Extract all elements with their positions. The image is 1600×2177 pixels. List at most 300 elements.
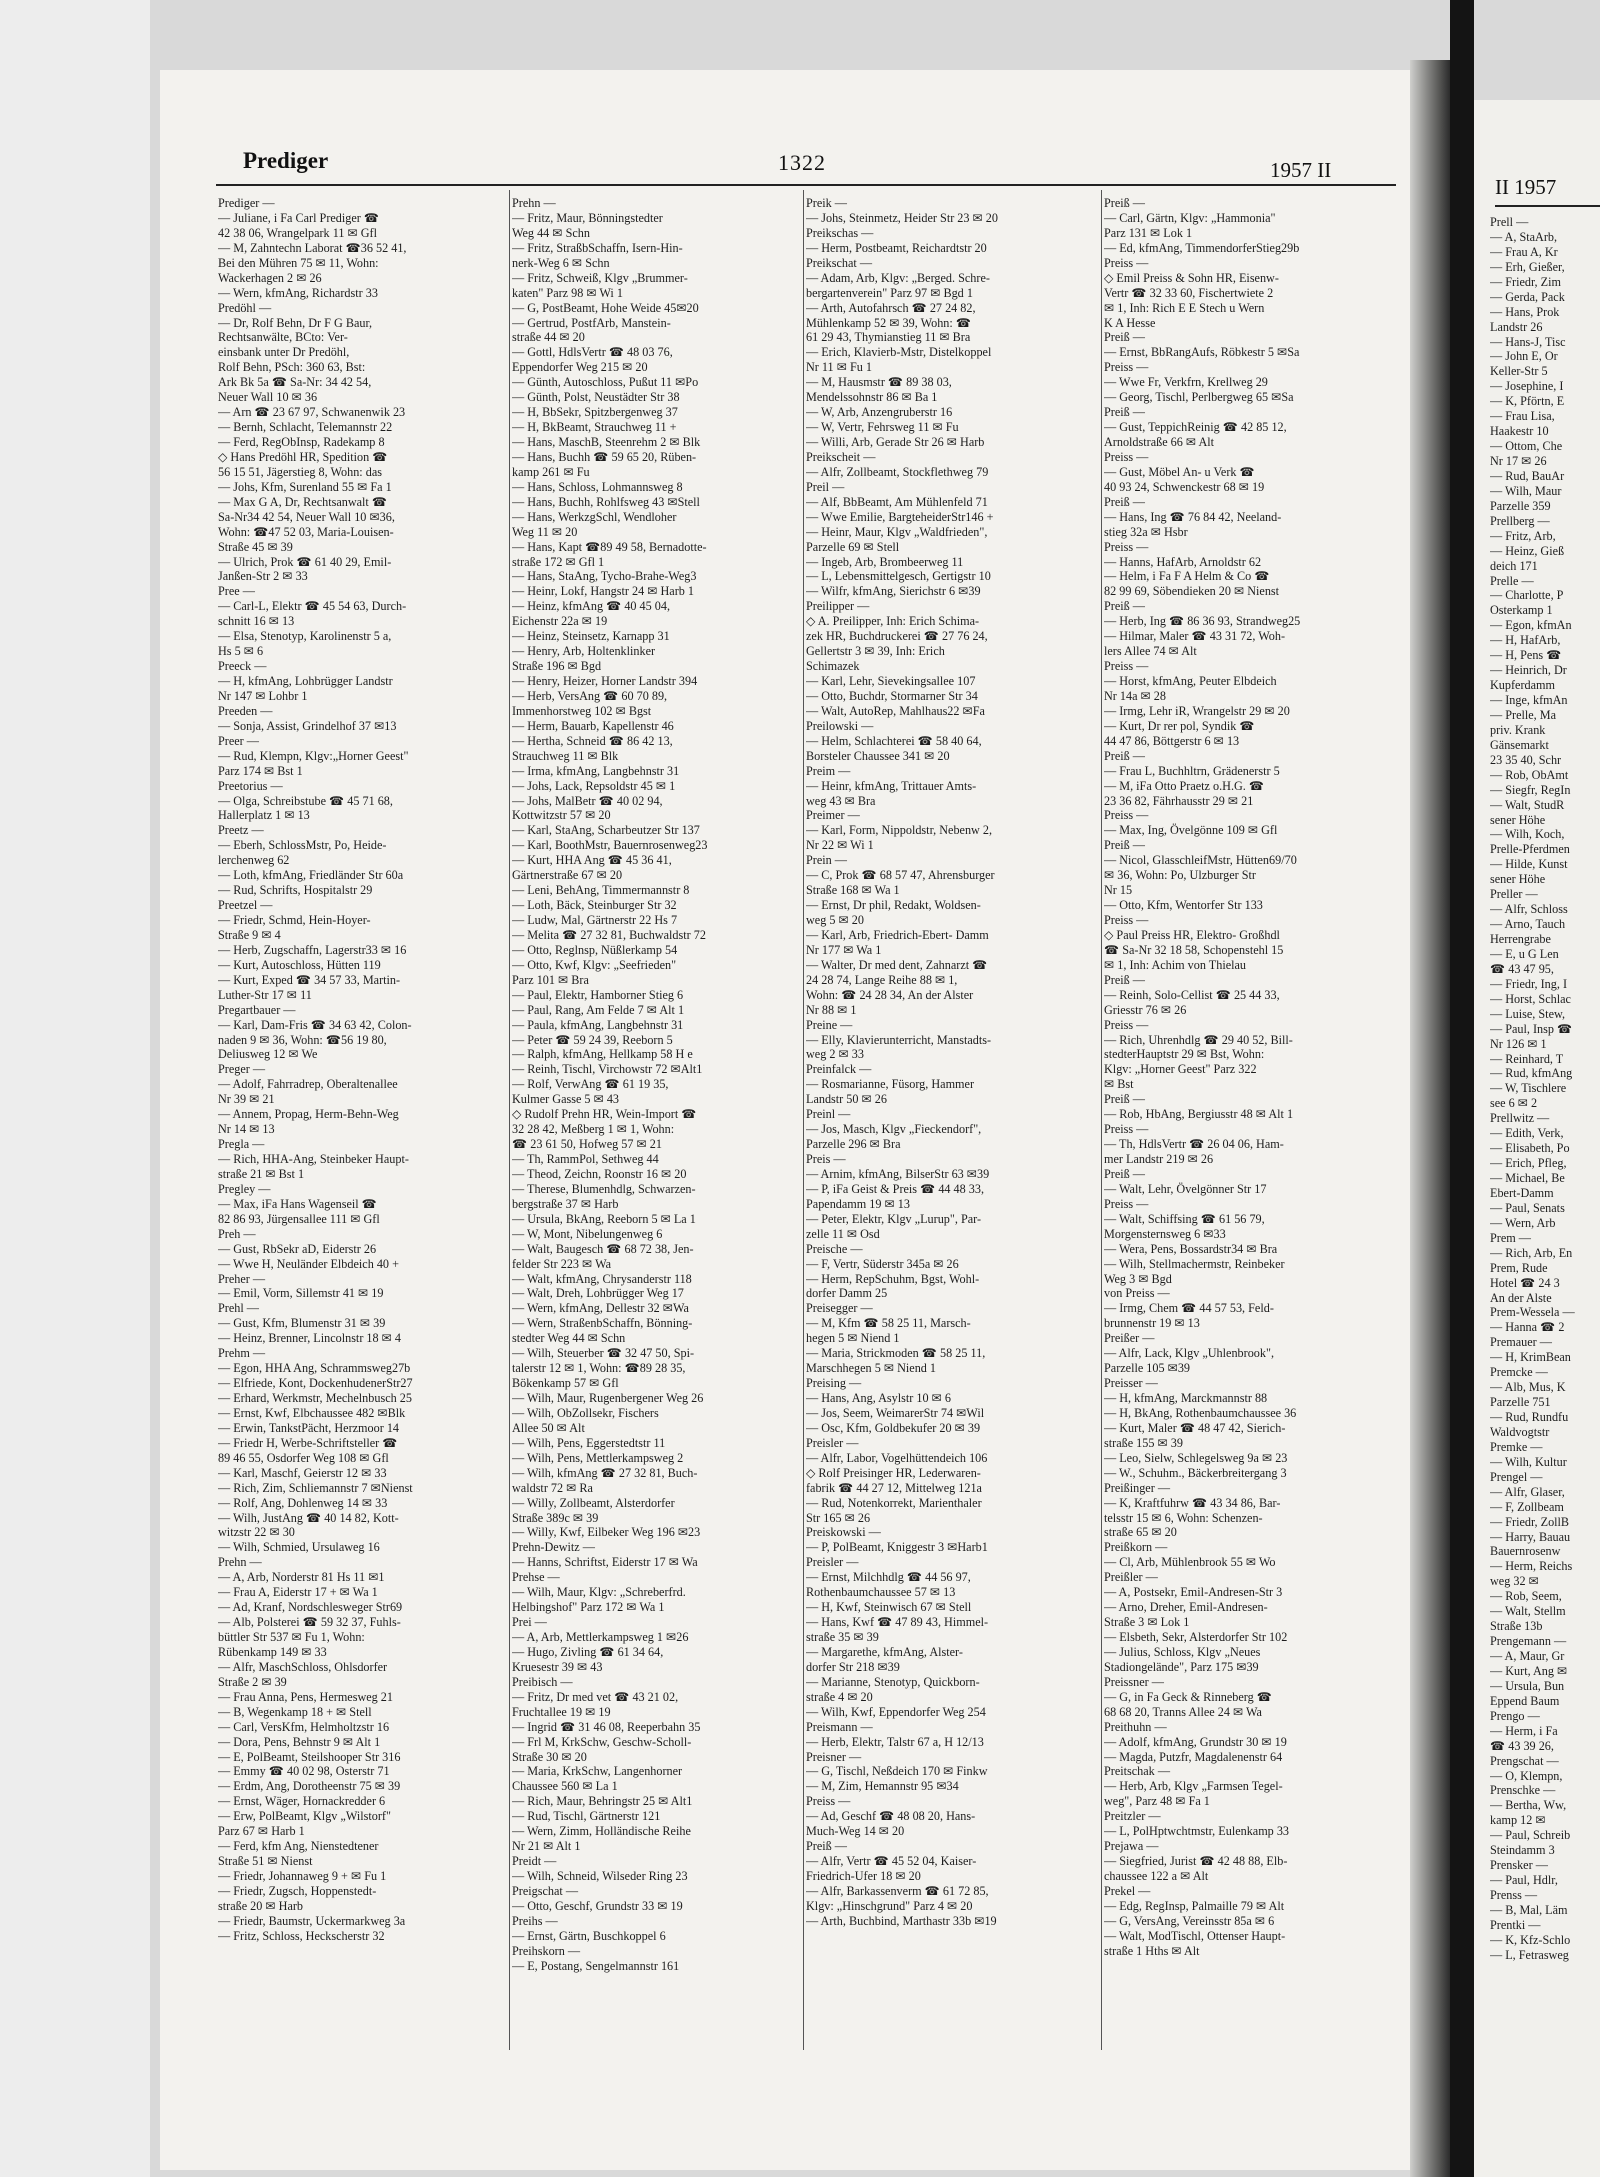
directory-entry-line: bergstraße 37 ✉ Harb	[512, 1196, 619, 1211]
directory-entry-line: 42 38 06, Wrangelpark 11 ✉ Gfl	[218, 225, 377, 240]
directory-entry-line: — Karl, StaAng, Scharbeutzer Str 137	[512, 823, 700, 838]
directory-entry-line: Preißler —	[1104, 1570, 1158, 1585]
directory-entry-line: Straße 196 ✉ Bgd	[512, 659, 602, 674]
directory-entry-line: — Magda, Putzfr, Magdalenenstr 64	[1104, 1749, 1283, 1764]
directory-entry-line: — Ed, kfmAng, TimmendorferStieg29b	[1104, 240, 1300, 255]
directory-entry-line: — Walt, ModTischl, Ottenser Haupt-	[1104, 1928, 1286, 1943]
directory-entry-line: — Wwe Fr, Verkfrn, Krellweg 29	[1104, 375, 1268, 390]
facing-entry-line: — Erich, Pfleg,	[1490, 1156, 1567, 1171]
directory-entry-line: — Hans, Buchh ☎ 59 65 20, Rüben-	[512, 449, 697, 464]
directory-entry-line: waldstr 72 ✉ Ra	[512, 1480, 593, 1495]
directory-entry-line: Parzelle 296 ✉ Bra	[806, 1137, 901, 1152]
directory-entry-line: hegen 5 ✉ Niend 1	[806, 1331, 900, 1346]
directory-entry-line: Morgensternsweg 6 ✉33	[1104, 1226, 1226, 1241]
directory-entry-line: — Alfr, Labor, Vogelhüttendeich 106	[806, 1450, 988, 1465]
facing-entry-line: — Friedr, ZollB	[1490, 1514, 1570, 1529]
facing-page-header: II 1957	[1495, 175, 1557, 199]
directory-entry-line: Pree —	[218, 584, 255, 599]
directory-entry-line: — Wern, Zimm, Holländische Reihe	[512, 1824, 691, 1839]
directory-entry-line: — Erich, Klavierb-Mstr, Distelkoppel	[806, 345, 992, 360]
directory-entry-line: Preitschak —	[1104, 1764, 1171, 1779]
directory-entry-line: — A, Arb, Mettlerkampsweg 1 ✉26	[512, 1630, 689, 1644]
facing-entry-line: Prellberg —	[1490, 513, 1550, 528]
facing-entry-line: 23 35 40, Schr	[1490, 752, 1562, 767]
directory-entry-line: — Walt, AutoRep, Mahlhaus22 ✉Fa	[806, 703, 985, 718]
directory-entry-line: — Wilh, Schmied, Ursulaweg 16	[218, 1540, 380, 1555]
facing-entry-line: — Wilh, Maur	[1490, 483, 1562, 498]
directory-entry-line: Stadiongelände", Parz 175 ✉39	[1104, 1659, 1259, 1674]
directory-entry-line: — Gust, Kfm, Blumenstr 31 ✉ 39	[218, 1316, 386, 1331]
directory-entry-line: Preil —	[806, 479, 845, 494]
directory-entry-line: — Arno, Dreher, Emil-Andresen-	[1104, 1600, 1268, 1615]
facing-entry-line: — H, HafArb,	[1490, 633, 1561, 648]
directory-entry-line: — G, PostBeamt, Hohe Weide 45✉20	[512, 300, 699, 315]
directory-entry-line: ◇ Emil Preiss & Sohn HR, Eisenw-	[1104, 270, 1279, 285]
facing-entry-line: Prellwitz —	[1490, 1111, 1550, 1126]
facing-entry-line: Prengemann —	[1490, 1634, 1567, 1649]
directory-entry-line: — Walt, Lehr, Övelgönner Str 17	[1104, 1181, 1267, 1196]
directory-entry-line: Preh —	[218, 1226, 256, 1241]
facing-entry-line: — Charlotte, P	[1490, 588, 1564, 603]
directory-entry-line: 89 46 55, Osdorfer Weg 108 ✉ Gfl	[218, 1450, 389, 1465]
directory-entry-line: — Karl, BoothMstr, Bauernrosenweg23	[512, 838, 708, 853]
directory-entry-line: — Alfr, Lack, Klgv „Uhlenbrook",	[1104, 1346, 1274, 1361]
directory-entry-line: — Ad, Kranf, Nordschlesweger Str69	[218, 1600, 403, 1615]
directory-entry-line: 68 68 20, Tranns Allee 24 ✉ Wa	[1104, 1704, 1262, 1719]
directory-entry-line: — Irmg, Chem ☎ 44 57 53, Feld-	[1104, 1301, 1274, 1316]
directory-entry-line: nerk-Weg 6 ✉ Schn	[512, 255, 610, 270]
directory-entry-line: dorfer Damm 25	[806, 1286, 888, 1301]
directory-entry-line: — Wilh, kfmAng ☎ 27 32 81, Buch-	[512, 1465, 698, 1480]
directory-entry-line: — Wilh, ObZollsekr, Fischers	[512, 1405, 659, 1420]
directory-entry-line: — Georg, Tischl, Perlbergweg 65 ✉Sa	[1104, 390, 1294, 405]
directory-entry-line: 61 29 43, Thymianstieg 11 ✉ Bra	[806, 330, 971, 345]
running-header-year: 1957 II	[1270, 158, 1332, 182]
directory-entry-line: — Paul, Rang, Am Felde 7 ✉ Alt 1	[512, 1002, 685, 1017]
directory-column-1	[218, 196, 508, 1944]
directory-entry-line: — Horst, kfmAng, Peuter Elbdeich	[1104, 674, 1277, 688]
directory-entry-line: — Otto, Geschf, Grundstr 33 ✉ 19	[512, 1898, 683, 1913]
directory-entry-line: — Herb, Elektr, Talstr 67 a, H 12/13	[806, 1734, 984, 1749]
facing-entry-line: Bauernrosenw	[1490, 1544, 1561, 1559]
facing-entry-line: — Kurt, Ang ✉	[1490, 1663, 1568, 1678]
directory-entry-line: Preher —	[218, 1271, 266, 1286]
directory-entry-line: dorfer Str 218 ✉39	[806, 1659, 900, 1674]
directory-entry-line: — Alb, Polsterei ☎ 59 32 37, Fuhls-	[218, 1615, 401, 1630]
directory-entry-line: telsstr 15 ✉ 6, Wohn: Schenzen-	[1104, 1510, 1263, 1525]
directory-entry-line: — Leo, Sielw, Schlegelsweg 9a ✉ 23	[1104, 1450, 1288, 1465]
directory-entry-line: — Wilh, Maur, Rugenbergener Weg 26	[512, 1391, 704, 1405]
facing-entry-line: — Wilh, Kultur	[1490, 1454, 1567, 1469]
directory-entry-line: kamp 261 ✉ Fu	[512, 464, 590, 479]
directory-entry-line: — Siegfried, Jurist ☎ 42 48 88, Elb-	[1104, 1854, 1288, 1869]
directory-entry-line: stedter Weg 44 ✉ Schn	[512, 1331, 626, 1346]
directory-entry-line: — Hilmar, Maler ☎ 43 31 72, Woh-	[1104, 629, 1286, 644]
directory-entry-line: — Rud, Klempn, Klgv:„Horner Geest"	[218, 748, 409, 763]
directory-entry-line: — Max, iFa Hans Wagenseil ☎	[218, 1196, 377, 1211]
facing-entry-line: — Paul, Schreib	[1490, 1828, 1571, 1843]
directory-entry-line: Preiss —	[1104, 539, 1149, 554]
directory-entry-line: Rothenbaumchaussee 57 ✉ 13	[806, 1585, 956, 1600]
directory-entry-line: — Th, HdlsVertr ☎ 26 04 06, Ham-	[1104, 1137, 1284, 1152]
directory-entry-line: — L, Lebensmittelgesch, Gertigstr 10	[806, 569, 991, 584]
directory-entry-line: — Ad, Geschf ☎ 48 08 20, Hans-	[806, 1809, 976, 1824]
directory-entry-line: — Günth, Polst, Neustädter Str 38	[512, 390, 680, 405]
directory-entry-line: — G, in Fa Geck & Rinneberg ☎	[1104, 1689, 1272, 1704]
facing-entry-line: — A, StaArb,	[1490, 229, 1558, 244]
directory-entry-line: Wohn: ☎ 24 28 34, An der Alster	[806, 987, 974, 1002]
directory-entry-line: — Walt, Baugesch ☎ 68 72 38, Jen-	[512, 1241, 694, 1256]
directory-entry-line: — Heinr, Maur, Klgv „Waldfrieden",	[806, 524, 988, 539]
directory-entry-line: — Jos, Seem, WeimarerStr 74 ✉Wil	[806, 1405, 985, 1420]
running-header-name: Prediger	[243, 148, 329, 173]
directory-entry-line: — Arn ☎ 23 67 97, Schwanenwik 23	[218, 405, 406, 420]
directory-entry-line: weg 5 ✉ 20	[806, 913, 864, 927]
directory-entry-line: — Wilfr, kfmAng, Sierichstr 6 ✉39	[806, 584, 981, 599]
directory-entry-line: — Ernst, Wäger, Hornackredder 6	[218, 1794, 386, 1809]
directory-entry-line: — Ursula, BkAng, Reeborn 5 ✉ La 1	[512, 1211, 696, 1226]
directory-entry-line: Preimer —	[806, 808, 860, 823]
directory-entry-line: Hs 5 ✉ 6	[218, 644, 264, 659]
directory-entry-line: Chaussee 560 ✉ La 1	[512, 1779, 618, 1794]
directory-entry-line: Preiss —	[1104, 255, 1149, 270]
directory-entry-line: — Heinz, kfmAng ☎ 40 45 04,	[512, 599, 671, 614]
directory-entry-line: — Heinr, kfmAng, Trittauer Amts-	[806, 778, 977, 793]
directory-entry-line: Preiß —	[1104, 748, 1145, 763]
directory-entry-line: Prehm —	[218, 1346, 266, 1361]
directory-entry-line: Preische —	[806, 1241, 863, 1256]
directory-entry-line: straße 4 ✉ 20	[806, 1689, 873, 1704]
directory-entry-line: Preiß —	[1104, 1092, 1145, 1107]
directory-entry-line: Preising —	[806, 1376, 862, 1391]
facing-entry-line: — A, Maur, Gr	[1490, 1649, 1565, 1663]
directory-entry-line: — Eberh, SchlossMstr, Po, Heide-	[218, 838, 387, 853]
directory-entry-line: — Alfr, Zollbeamt, Stockflethweg 79	[806, 464, 989, 479]
directory-entry-line: 40 93 24, Schwenckestr 68 ✉ 19	[1104, 479, 1265, 494]
directory-entry-line: — Carl, VersKfm, Helmholtzstr 16	[218, 1719, 390, 1734]
facing-entry-line: — Michael, Be	[1490, 1171, 1565, 1185]
directory-entry-line: Prein —	[806, 853, 847, 868]
directory-entry-line: — Ernst, Kwf, Elbchaussee 482 ✉Blk	[218, 1405, 406, 1420]
directory-entry-line: — H, Kwf, Steinwisch 67 ✉ Stell	[806, 1600, 972, 1615]
directory-entry-line: — Gottl, HdlsVertr ☎ 48 03 76,	[512, 345, 673, 360]
directory-entry-line: — Herb, Arb, Klgv „Farmsen Tegel-	[1104, 1779, 1283, 1794]
directory-entry-line: Borsteler Chaussee 341 ✉ 20	[806, 748, 950, 763]
directory-entry-line: straße 155 ✉ 39	[1104, 1435, 1183, 1450]
directory-entry-line: — Paula, kfmAng, Langbehnstr 31	[512, 1017, 684, 1032]
facing-entry-line: Prelle-Pferdmen	[1490, 842, 1570, 857]
directory-entry-line: Pregartbauer —	[218, 1002, 296, 1017]
facing-entry-line: Hotel ☎ 24 3	[1490, 1275, 1560, 1290]
directory-entry-line: — Rich, HHA-Ang, Steinbeker Haupt-	[218, 1152, 409, 1166]
directory-entry-line: Luther-Str 17 ✉ 11	[218, 987, 312, 1002]
directory-entry-line: ◇ Paul Preiss HR, Elektro- Großhdl	[1104, 927, 1280, 942]
directory-entry-line: Nr 177 ✉ Wa 1	[806, 942, 882, 957]
directory-entry-line: — Fritz, Schweiß, Klgv „Brummer-	[512, 270, 688, 285]
directory-entry-line: — M, Kfm ☎ 58 25 11, Marsch-	[806, 1316, 971, 1331]
facing-entry-line: — E, u G Len	[1490, 946, 1559, 961]
directory-entry-line: — Erdm, Ang, Dorotheenstr 75 ✉ 39	[218, 1779, 401, 1794]
directory-entry-line: straße 20 ✉ Harb	[218, 1898, 304, 1913]
directory-entry-line: Preiskowski —	[806, 1525, 881, 1540]
directory-entry-line: — Margarethe, kfmAng, Alster-	[806, 1644, 963, 1659]
directory-entry-line: Preis —	[806, 1152, 846, 1166]
directory-entry-line: — Irmg, Lehr iR, Wrangelstr 29 ✉ 20	[1104, 703, 1290, 718]
directory-entry-line: Neuer Wall 10 ✉ 36	[218, 390, 318, 405]
facing-entry-line: — Alfr, Schloss	[1490, 902, 1568, 917]
directory-entry-line: Nr 14a ✉ 28	[1104, 688, 1166, 703]
facing-entry-line: Prell —	[1490, 215, 1529, 229]
directory-entry-line: — Hans, Buchh, Rohlfsweg 43 ✉Stell	[512, 494, 700, 509]
facing-entry-line: — Egon, kfmAn	[1490, 618, 1572, 633]
directory-entry-line: Preihskorn —	[512, 1943, 581, 1958]
directory-entry-line: Preiss —	[1104, 1122, 1149, 1137]
directory-entry-line: — Hans, Ang, Asylstr 10 ✉ 6	[806, 1391, 951, 1405]
directory-entry-line: — Rich, Maur, Behringstr 25 ✉ Alt1	[512, 1794, 693, 1809]
directory-entry-line: — Otto, Buchdr, Stormarner Str 34	[806, 688, 978, 703]
directory-entry-line: — Elsa, Stenotyp, Karolinenstr 5 a,	[218, 629, 392, 644]
facing-entry-line: Waldvogtstr	[1490, 1424, 1550, 1439]
directory-entry-line: Preiss —	[1104, 1017, 1149, 1032]
column-divider	[509, 190, 510, 2050]
directory-entry-line: — Johs, Kfm, Surenland 55 ✉ Fa 1	[218, 479, 392, 494]
directory-entry-line: — Walt, kfmAng, Chrysanderstr 118	[512, 1271, 692, 1286]
directory-entry-line: Preer —	[218, 733, 259, 748]
directory-entry-line: witzstr 22 ✉ 30	[218, 1525, 295, 1540]
facing-entry-line: Nr 126 ✉ 1	[1490, 1036, 1547, 1051]
directory-entry-line: — Rich, Uhrenhdlg ☎ 29 40 52, Bill-	[1104, 1032, 1293, 1047]
directory-entry-line: — Adam, Arb, Klgv: „Berged. Schre-	[806, 270, 990, 285]
directory-entry-line: — Max G A, Dr, Rechtsanwalt ☎	[218, 494, 388, 509]
directory-entry-line: — Ernst, Gärtn, Buschkoppel 6	[512, 1928, 666, 1943]
directory-entry-line: — Frl M, KrkSchw, Geschw-Scholl-	[512, 1734, 692, 1749]
facing-entry-line: — Hilde, Kunst	[1490, 857, 1568, 872]
facing-entry-line: Prelle —	[1490, 573, 1534, 588]
directory-entry-line: — Gust, RbSekr aD, Eiderstr 26	[218, 1241, 377, 1256]
directory-entry-line: Preisner —	[806, 1749, 862, 1764]
directory-entry-line: — Walter, Dr med dent, Zahnarzt ☎	[806, 957, 988, 972]
directory-entry-line: Preidt —	[512, 1854, 557, 1869]
directory-entry-line: — Hanns, Schriftst, Eiderstr 17 ✉ Wa	[512, 1555, 698, 1570]
facing-entry-line: Prem, Rude	[1490, 1260, 1548, 1275]
directory-entry-line: — Th, RammPol, Sethweg 44	[512, 1152, 659, 1166]
directory-entry-line: ✉ Bst	[1104, 1077, 1134, 1092]
facing-entry-line: — Josephine, I	[1490, 379, 1564, 394]
directory-entry-line: — Fritz, StraßbSchaffn, Isern-Hin-	[512, 240, 683, 255]
facing-entry-line: — Paul, Senats	[1490, 1200, 1565, 1215]
directory-entry-line: — Willy, Zollbeamt, Alsterdorfer	[512, 1495, 675, 1510]
directory-entry-line: 56 15 51, Jägerstieg 8, Wohn: das	[218, 464, 382, 479]
directory-entry-line: — Hans, WerkzgSchl, Wendloher	[512, 509, 677, 524]
facing-entry-line: Prem —	[1490, 1230, 1531, 1245]
directory-entry-line: straße 35 ✉ 39	[806, 1630, 879, 1644]
directory-entry-line: Mühlenkamp 52 ✉ 39, Wohn: ☎	[806, 315, 972, 330]
facing-entry-line: — F, Zollbeam	[1490, 1499, 1564, 1514]
facing-entry-line: — Elisabeth, Po	[1490, 1141, 1570, 1156]
facing-entry-line: — Ottom, Che	[1490, 439, 1563, 454]
facing-entry-line: weg 32 ✉	[1490, 1574, 1539, 1589]
directory-entry-line: — Willi, Arb, Gerade Str 26 ✉ Harb	[806, 435, 985, 449]
facing-entry-line: — Alfr, Glaser,	[1490, 1484, 1565, 1499]
column-divider	[803, 190, 804, 2050]
directory-entry-line: — Wwe Emilie, BargteheiderStr146 +	[806, 509, 994, 524]
facing-entry-line: Nr 17 ✉ 26	[1490, 454, 1547, 468]
directory-entry-line: — C, Prok ☎ 68 57 47, Ahrensburger	[806, 868, 995, 883]
directory-entry-line: — Ingeb, Arb, Brombeerweg 11	[806, 554, 964, 569]
directory-entry-line: — Emil, Vorm, Sillemstr 41 ✉ 19	[218, 1286, 384, 1301]
directory-entry-line: Gellertstr 3 ✉ 39, Inh: Erich	[806, 644, 945, 659]
directory-entry-line: Deliusweg 12 ✉ We	[218, 1047, 318, 1062]
directory-entry-line: — Rich, Zim, Schliemannstr 7 ✉Nienst	[218, 1480, 413, 1495]
facing-entry-line: — Friedr, Ing, I	[1490, 976, 1568, 991]
directory-entry-line: — Marianne, Stenotyp, Quickborn-	[806, 1674, 980, 1689]
directory-entry-line: — Fritz, Maur, Bönningstedter	[512, 210, 663, 225]
directory-entry-line: Preiss —	[1104, 360, 1149, 375]
directory-entry-line: — Kurt, HHA Ang ☎ 45 36 41,	[512, 853, 672, 868]
directory-entry-line: — Ludw, Mal, Gärtnerstr 22 Hs 7	[512, 913, 678, 927]
facing-entry-line: Prengschat —	[1490, 1753, 1559, 1768]
page-fold-shadow	[1410, 60, 1450, 2177]
directory-entry-line: — Johs, Lack, Repsoldstr 45 ✉ 1	[512, 778, 676, 793]
directory-entry-line: — Friedr, Schmd, Hein-Hoyer-	[218, 913, 371, 927]
directory-entry-line: — Wilh, Steuerber ☎ 32 47 50, Spi-	[512, 1346, 695, 1361]
directory-entry-line: — Kurt, Autoschloss, Hütten 119	[218, 957, 381, 972]
facing-entry-line: Prengo —	[1490, 1708, 1540, 1723]
directory-entry-line: — Egon, HHA Ang, Schrammsweg27b	[218, 1361, 411, 1376]
facing-entry-line: Prenschke —	[1490, 1783, 1556, 1798]
directory-entry-line: — Maria, KrkSchw, Langenhorner	[512, 1764, 683, 1779]
directory-entry-line: — Gust, TeppichReinig ☎ 42 85 12,	[1104, 420, 1287, 435]
directory-entry-line: — Jos, Masch, Klgv „Fieckendorf",	[806, 1122, 982, 1137]
directory-entry-line: Preiß —	[1104, 972, 1145, 987]
directory-entry-line: Eichenstr 22a ✉ 19	[512, 614, 608, 629]
directory-entry-line: Kottwitzstr 57 ✉ 20	[512, 808, 611, 823]
directory-entry-line: Preithuhn —	[1104, 1719, 1167, 1734]
directory-entry-line: — Walt, Schiffsing ☎ 61 56 79,	[1104, 1211, 1265, 1226]
directory-entry-line: — Wern, StraßenbSchaffn, Bönning-	[512, 1316, 693, 1331]
directory-entry-line: — M, iFa Otto Praetz o.H.G. ☎	[1104, 778, 1265, 793]
facing-entry-line: Eppend Baum	[1490, 1693, 1560, 1708]
directory-entry-line: Preetz —	[218, 823, 264, 838]
directory-entry-line: Fruchtallee 19 ✉ 19	[512, 1704, 611, 1719]
directory-entry-line: — Annem, Propag, Herm-Behn-Weg	[218, 1107, 399, 1122]
directory-entry-line: naden 9 ✉ 36, Wohn: ☎56 19 80,	[218, 1032, 387, 1047]
directory-entry-line: Preisser —	[1104, 1376, 1158, 1391]
directory-entry-line: Friedrich-Ufer 18 ✉ 20	[806, 1869, 921, 1883]
directory-entry-line: Rolf Behn, PSch: 360 63, Bst:	[218, 360, 366, 375]
directory-entry-line: Ark Bk 5a ☎ Sa-Nr: 34 42 54,	[218, 375, 372, 390]
directory-entry-line: straße 65 ✉ 20	[1104, 1525, 1177, 1540]
facing-entry-line: — Prelle, Ma	[1490, 707, 1557, 722]
directory-entry-line: — Rud, Tischl, Gärtnerstr 121	[512, 1809, 661, 1824]
directory-column-3	[806, 196, 1096, 1929]
directory-entry-line: Helbingshof" Parz 172 ✉ Wa 1	[512, 1600, 665, 1615]
directory-entry-line: — Wern, kfmAng, Richardstr 33	[218, 285, 378, 300]
directory-entry-line: — Heinz, Brenner, Lincolnstr 18 ✉ 4	[218, 1331, 402, 1346]
facing-entry-line: ☎ 43 39 26,	[1490, 1738, 1554, 1753]
directory-entry-line: Preiss —	[806, 1794, 851, 1809]
directory-entry-line: Straße 45 ✉ 39	[218, 539, 293, 554]
facing-header-rule	[1495, 205, 1600, 207]
directory-entry-line: — G, VersAng, Vereinsstr 85a ✉ 6	[1104, 1913, 1275, 1928]
facing-entry-line: — Hanna ☎ 2	[1490, 1320, 1565, 1335]
directory-entry-line: von Preiss —	[1104, 1286, 1170, 1301]
directory-entry-line: Kulmer Gasse 5 ✉ 43	[512, 1092, 620, 1107]
directory-entry-line: weg 43 ✉ Bra	[806, 793, 876, 808]
directory-entry-line: — Erw, PolBeamt, Klgv „Wilstorf"	[218, 1809, 391, 1824]
directory-entry-line: — Therese, Blumenhdlg, Schwarzen-	[512, 1181, 696, 1196]
directory-entry-line: Straße 3 ✉ Lok 1	[1104, 1615, 1190, 1630]
directory-entry-line: — Peter ☎ 59 24 39, Reeborn 5	[512, 1032, 673, 1047]
facing-entry-line: — Heinrich, Dr	[1490, 663, 1567, 678]
directory-entry-line: Prejawa —	[1104, 1839, 1159, 1854]
directory-entry-line: Bökenkamp 57 ✉ Gfl	[512, 1376, 619, 1391]
directory-entry-line: Parz 101 ✉ Bra	[512, 972, 589, 987]
facing-entry-line: — Inge, kfmAn	[1490, 693, 1568, 707]
facing-entry-line: Premauer —	[1490, 1335, 1552, 1350]
directory-entry-line: Prehse —	[512, 1570, 560, 1585]
facing-entry-line: — Erh, Gießer,	[1490, 259, 1565, 274]
directory-entry-line: — Alfr, Barkassenverm ☎ 61 72 85,	[806, 1883, 989, 1898]
directory-entry-line: straße 21 ✉ Bst 1	[218, 1166, 305, 1181]
directory-entry-line: stieg 32a ✉ Hsbr	[1104, 524, 1188, 539]
directory-entry-line: straße 1 Hths ✉ Alt	[1104, 1943, 1200, 1958]
directory-entry-line: — Fritz, Schloss, Heckscherstr 32	[218, 1928, 385, 1943]
directory-entry-line: — H, BkBeamt, Strauchweg 11 +	[512, 420, 677, 435]
directory-entry-line: — Erwin, TankstPächt, Herzmoor 14	[218, 1420, 400, 1435]
facing-entry-line: Straße 13b	[1490, 1619, 1543, 1634]
directory-entry-line: Preik —	[806, 196, 847, 210]
facing-entry-line: — Rich, Arb, En	[1490, 1245, 1573, 1260]
directory-entry-line: Prekel —	[1104, 1883, 1151, 1898]
directory-entry-line: — Hugo, Zivling ☎ 61 34 64,	[512, 1644, 664, 1659]
directory-entry-line: ✉ 36, Wohn: Po, Ulzburger Str	[1104, 868, 1256, 883]
directory-entry-line: — Ernst, Milchhdlg ☎ 44 56 97,	[806, 1570, 971, 1585]
directory-entry-line: Preißkorn —	[1104, 1540, 1168, 1555]
directory-entry-line: straße 172 ✉ Gfl 1	[512, 554, 605, 569]
directory-entry-line: — Ingrid ☎ 31 46 08, Reeperbahn 35	[512, 1719, 701, 1734]
directory-entry-line: — Julius, Schloss, Klgv „Neues	[1104, 1644, 1261, 1659]
facing-entry-line: Herrengrabe	[1490, 932, 1551, 946]
facing-entry-line: — Luise, Stew,	[1490, 1006, 1566, 1021]
book-gutter	[1450, 0, 1474, 2177]
directory-entry-line: — E, PolBeamt, Steilshooper Str 316	[218, 1749, 401, 1764]
directory-entry-line: — Wilh, JustAng ☎ 40 14 82, Kott-	[218, 1510, 399, 1525]
directory-entry-line: — Adolf, kfmAng, Grundstr 30 ✉ 19	[1104, 1734, 1287, 1749]
directory-entry-line: Preiß —	[1104, 599, 1145, 614]
directory-entry-line: ◇ Hans Predöhl HR, Spedition ☎	[218, 449, 388, 464]
directory-entry-line: Preiss —	[1104, 808, 1149, 823]
facing-entry-line: Prensker —	[1490, 1858, 1548, 1873]
directory-entry-line: Prei —	[512, 1615, 547, 1630]
facing-entry-line: — Hans-J, Tisc	[1490, 334, 1566, 349]
directory-entry-line: — Bernh, Schlacht, Telemannstr 22	[218, 420, 393, 435]
directory-entry-line: — Otto, Reglnsp, Nüßlerkamp 54	[512, 942, 678, 957]
directory-entry-line: chaussee 122 a ✉ Alt	[1104, 1869, 1209, 1883]
directory-entry-line: — Reinh, Solo-Cellist ☎ 25 44 33,	[1104, 987, 1280, 1002]
directory-entry-line: — E, Postang, Sengelmannstr 161	[512, 1958, 680, 1973]
directory-entry-line: — Osc, Kfm, Goldbekufer 20 ✉ 39	[806, 1420, 981, 1435]
directory-entry-line: — Gertrud, PostfArb, Manstein-	[512, 315, 671, 330]
directory-entry-line: lers Allee 74 ✉ Alt	[1104, 644, 1197, 659]
facing-entry-line: — Herm, i Fa	[1490, 1723, 1558, 1738]
directory-entry-line: brunnenstr 19 ✉ 13	[1104, 1316, 1200, 1331]
facing-entry-line: Haakestr 10	[1490, 424, 1549, 439]
directory-entry-line: weg 2 ✉ 33	[806, 1047, 864, 1062]
facing-entry-line: — Paul, Insp ☎	[1490, 1021, 1573, 1036]
directory-entry-line: — Elfriede, Kont, DockenhudenerStr27	[218, 1376, 413, 1391]
directory-entry-line: Strauchweg 11 ✉ Blk	[512, 748, 619, 763]
